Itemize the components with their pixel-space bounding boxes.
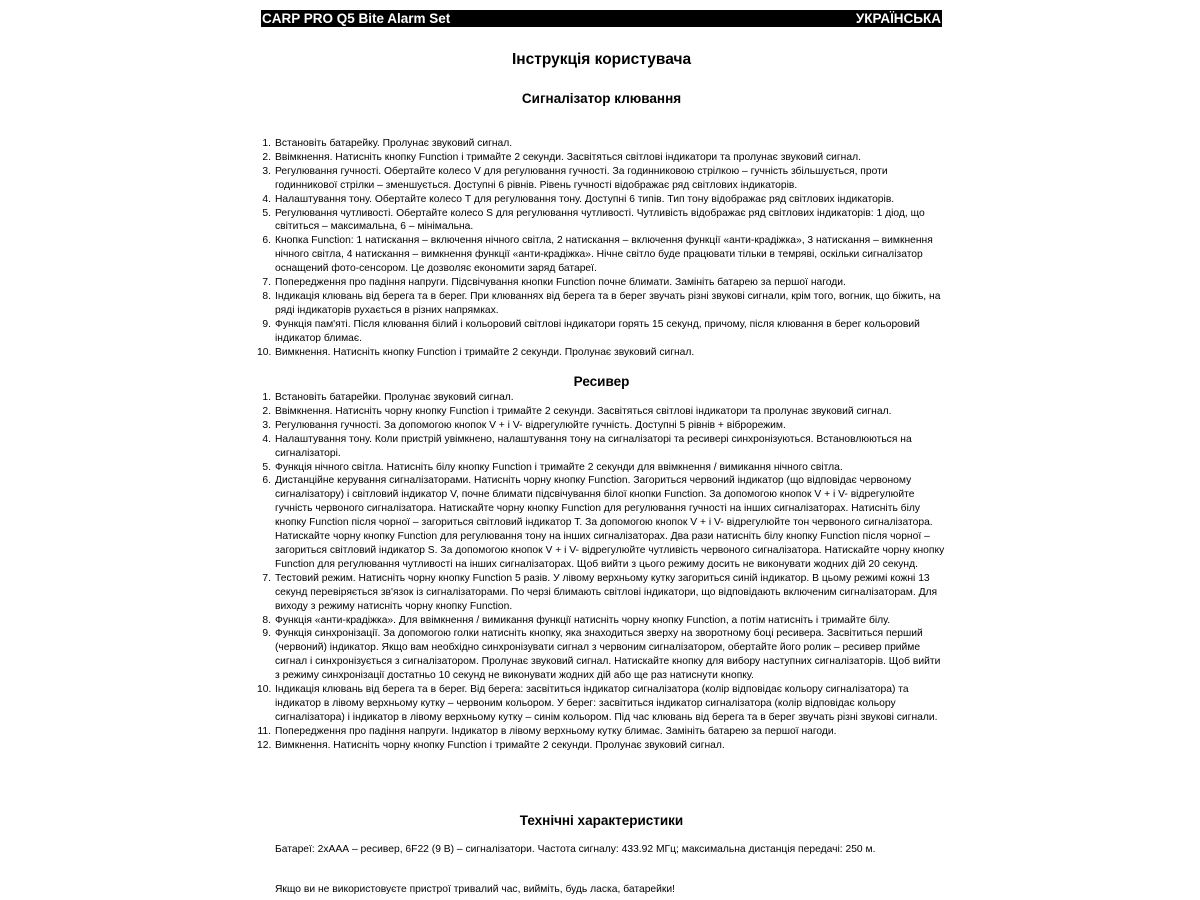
list-item-number: 12.	[257, 739, 272, 751]
list-item-number: 6.	[262, 235, 271, 247]
list-item	[262, 165, 947, 193]
list-item-text: Функція синхронізації. За допомогою голки натисніть кнопку, яка знаходиться зверху на зворотному боці ресивера. Засвітиться перший (червоний) індикатор. Якщо вам необхідно синхронізувати сигнал з червоним сигналізатором, обертайте його ролик – ресивер прийме сигнал і синхронізується з сигналізатором. Пролунає звуковий сигнал. Натискайте кнопку для вибору наступних сигналізаторів. Щоб вийти з режиму синхронізації достатньо 10 секунд не виконувати жодних дій або ще раз натиснути кнопку.	[275, 628, 941, 682]
list-item	[262, 276, 947, 290]
list-item	[262, 572, 947, 614]
list-item	[257, 725, 947, 739]
list-item-number: 11.	[257, 725, 271, 737]
list-item-number: 6.	[262, 475, 271, 487]
specs-section-title: Технічні характеристики	[519, 813, 684, 828]
list-item	[262, 234, 947, 276]
list-item-number: 9.	[262, 628, 271, 640]
list-item-text: Регулювання гучності. За допомогою кнопок V + і V- відрегулюйте гучність. Доступні 5 рівнів + віброрежим.	[275, 419, 786, 431]
language-label: УКРАЇНСЬКА	[855, 11, 941, 26]
list-item	[262, 614, 947, 628]
list-item-text: Встановіть батарейку. Пролунає звуковий сигнал.	[275, 138, 513, 149]
specs-text: Батареї: 2хААА – ресивер, 6F22 (9 В) – сигналізатори. Частота сигналу: 433.92 МГц; максимальна дистанція передачі: 250 м.	[275, 844, 876, 855]
alarm-instructions-list	[257, 137, 947, 360]
list-item-number: 1.	[262, 392, 271, 403]
list-item-number: 1.	[262, 138, 271, 149]
list-item-number: 2.	[262, 151, 271, 163]
list-item	[262, 627, 947, 683]
list-item	[257, 683, 947, 725]
list-item-number: 3.	[262, 419, 271, 431]
list-item-number: 5.	[262, 461, 271, 473]
list-item-text: Кнопка Function: 1 натискання – включення нічного світла, 2 натискання – включення функції «анти-крадіжка», 3 натискання – вимкнення нічного світла, 4 натискання – вимкнення функції «анти-крадіжка». Нічне світло буде працювати тільки в темряві, оскільки сигналізатор оснащений фото-сенсором. Це дозволяє економити заряд батареї.	[275, 235, 933, 275]
list-item-number: 8.	[262, 290, 271, 302]
list-item	[257, 346, 947, 360]
list-item	[262, 433, 947, 461]
list-item-text: Функція «анти-крадіжка». Для ввімкнення / вимикання функції натисніть чорну кнопку Function, а потім натисніть і тримайте білу.	[275, 614, 891, 626]
list-item-number: 7.	[262, 277, 271, 289]
list-item	[262, 290, 947, 318]
list-item-number: 4.	[262, 193, 271, 205]
list-item-text: Встановіть батарейки. Пролунає звуковий сигнал.	[275, 392, 514, 403]
list-item-number: 2.	[262, 405, 271, 417]
list-item-text: Ввімкнення. Натисніть кнопку Function і тримайте 2 секунди. Засвітяться світлові індикатори та пролунає звуковий сигнал.	[275, 151, 861, 163]
list-item	[262, 207, 947, 235]
list-item	[262, 151, 947, 165]
list-item	[262, 474, 947, 571]
receiver-section-title: Ресивер	[573, 374, 630, 389]
list-item-text: Налаштування тону. Коли пристрій увімкнено, налаштування тону на сигналізаторі та ресивері синхронізуються. Встановлюються на сигналізаторі.	[275, 433, 912, 459]
list-item-text: Регулювання чутливості. Обертайте колесо S для регулювання чутливості. Чутливість відображає ряд світлових індикаторів: 1 діод, що світиться – максимальна, 6 – мінімальна.	[275, 207, 925, 233]
list-item-text: Вимкнення. Натисніть кнопку Function і тримайте 2 секунди. Пролунає звуковий сигнал.	[275, 346, 695, 358]
list-item-text: Функція нічного світла. Натисніть білу кнопку Function і тримайте 2 секунди для ввімкнення / вимикання нічного світла.	[275, 461, 843, 473]
list-item-number: 7.	[262, 572, 271, 584]
list-item-text: Індикація клювань від берега та в берег. Від берега: засвітиться індикатор сигналізатора (колір відповідає кольору сигналізатора) та індикатор в лівому верхньому кутку – червоним кольором. У берег: засвітиться індикатор сигналізатора (колір відповідає кольору сигналізатора) і індикатор в лівому верхньому кутку – синім кольором. Під час клювань від берега та в берег звучать різні звукові сигнали.	[275, 684, 938, 723]
list-item-text: Функція пам'яті. Після клювання білий і кольоровий світлові індикатори горять 15 секунд, причому, після клювання в берег кольоровий індикатор блимає.	[275, 318, 920, 344]
footer-note: Якщо ви не використовуєте пристрої тривалий час, вийміть, будь ласка, батарейки!	[275, 884, 676, 895]
list-item-text: Ввімкнення. Натисніть чорну кнопку Function і тримайте 2 секунди. Засвітяться світлові індикатори та пролунає звуковий сигнал.	[275, 405, 892, 417]
list-item-text: Налаштування тону. Обертайте колесо T для регулювання тону. Доступні 6 типів. Тип тону відображає ряд світлових індикаторів.	[275, 193, 895, 205]
list-item-text: Попередження про падіння напруги. Індикатор в лівому верхньому кутку блимає. Замініть батарею за першої нагоди.	[275, 725, 837, 737]
list-item	[262, 405, 947, 419]
list-item-number: 5.	[262, 207, 271, 219]
alarm-section-title: Сигналізатор клювання	[521, 91, 682, 106]
document-title: Інструкція користувача	[511, 51, 692, 68]
list-item	[262, 391, 947, 405]
list-item-number: 10.	[257, 346, 272, 358]
list-item-text: Індикація клювань від берега та в берег. При клюваннях від берега та в берег звучать різні звукові сигнали, крім того, вогник, що біжить, на ряді індикаторів рухається в різних напрямках.	[275, 290, 941, 316]
list-item-text: Попередження про падіння напруги. Підсвічування кнопки Function почне блимати. Замініть батарею за першої нагоди.	[275, 277, 846, 289]
list-item-text: Дистанційне керування сигналізаторами. Натисніть чорну кнопку Function. Загориться червоний індикатор (що відповідає червоному сигналізатору) і світловий індикатор V, почне блимати підсвічування білої кнопки Function. За допомогою кнопок V + і V- відрегулюйте гучність червоного сигналізатора. Натискайте чорну кнопку Function для регулювання гучності на інших сигналізаторах. Натисніть білу кнопку Function після чорної – загориться світловий індикатор T. За допомогою кнопок V + і V- відрегулюйте тон червоного сигналізатора. Натискайте чорну кнопку Function для регулювання тону на інших сигналізаторах. Два рази натисніть білу кнопку Function після чорної – загориться світловий індикатор S. За допомогою кнопок V + і V- відрегулюйте чутливість червоного сигналізатора. Натискайте чорну кнопку Function для регулювання чутливості на інших сигналізаторах. Щоб вийти з цього режиму досить не виконувати жодних дій 20 секунд.	[275, 475, 945, 570]
list-item	[262, 318, 947, 346]
list-item-text: Регулювання гучності. Обертайте колесо V для регулювання гучності. За годинниковою стрілкою – гучність збільшується, проти годинникової стрілки – зменшується. Доступні 6 рівнів. Рівень гучності відображає ряд світлових індикаторів.	[275, 165, 888, 191]
list-item	[262, 137, 947, 151]
list-item-number: 9.	[262, 318, 271, 330]
list-item	[262, 461, 947, 475]
list-item-number: 4.	[262, 433, 271, 445]
list-item	[257, 739, 947, 753]
receiver-instructions-list	[257, 391, 947, 753]
list-item-number: 3.	[262, 165, 271, 177]
product-name: CARP PRO Q5 Bite Alarm Set	[262, 11, 451, 26]
list-item	[262, 193, 947, 207]
list-item-number: 10.	[257, 684, 272, 696]
header-bar	[261, 10, 942, 27]
list-item-number: 8.	[262, 614, 271, 626]
list-item-text: Тестовий режим. Натисніть чорну кнопку Function 5 разів. У лівому верхньому кутку загориться синій індикатор. В цьому режимі кожні 13 секунд перевіряється зв'язок із сигналізаторами. По черзі блимають світлові індикатори, що відповідають включеним сигналізаторам. Для виходу з режиму натисніть чорну кнопку Function.	[275, 572, 938, 612]
list-item-text: Вимкнення. Натисніть чорну кнопку Function і тримайте 2 секунди. Пролунає звуковий сигнал.	[275, 739, 725, 751]
list-item	[262, 419, 947, 433]
